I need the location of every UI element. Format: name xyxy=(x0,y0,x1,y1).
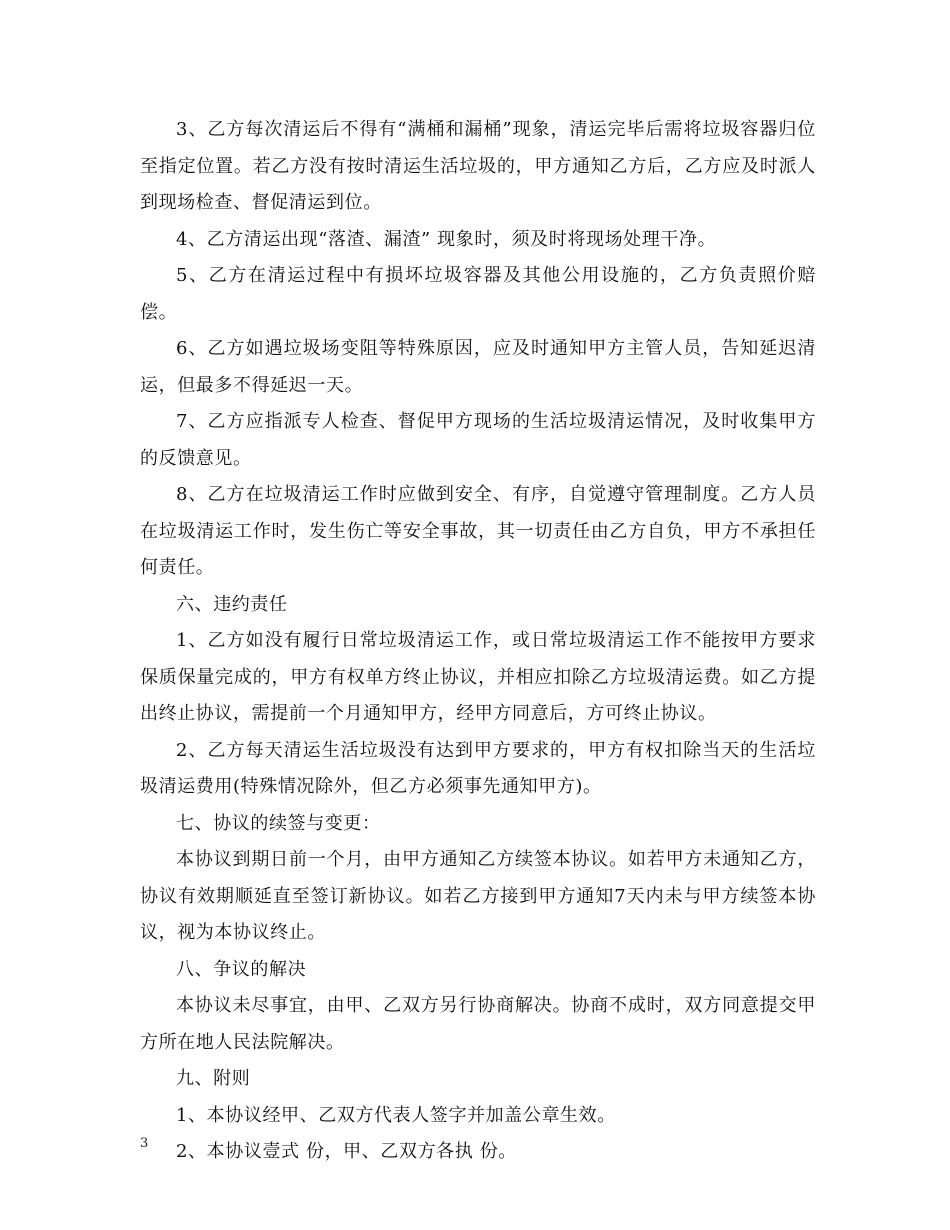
section-heading-renewal: 七、协议的续签与变更： xyxy=(176,812,381,834)
clause-6-2: 2、乙方每天清运生活垃圾没有达到甲方要求的，甲方有权扣除当天的生活垃圾清运费用(特殊情况除外，但乙方必须事先通知甲方)。 xyxy=(140,739,816,797)
page-number: 3 xyxy=(140,1136,149,1151)
document-body xyxy=(140,112,816,1171)
clause-9-2: 2、本协议壹式 份，甲、乙双方各执 份。 xyxy=(176,1141,517,1162)
clause-5-4: 4、乙方清运出现“落渣、漏渣” 现象时，须及时将现场处理干净。 xyxy=(176,228,717,250)
clause-5-7: 7、乙方应指派专人检查、督促甲方现场的生活垃圾清运情况，及时收集甲方的反馈意见。 xyxy=(140,411,816,469)
clause-5-3: 3、乙方每次清运后不得有“满桶和漏桶”现象，清运完毕后需将垃圾容器归位至指定位置。若乙方没有按时清运生活垃圾的，甲方通知乙方后，乙方应及时派人到现场检查、督促清运到位。 xyxy=(140,119,816,213)
clause-5-6: 6、乙方如遇垃圾场变阻等特殊原因，应及时通知甲方主管人员，告知延迟清运，但最多不得延迟一天。 xyxy=(140,338,816,396)
clause-6-1: 1、乙方如没有履行日常垃圾清运工作，或日常垃圾清运工作不能按甲方要求保质保量完成的，甲方有权单方终止协议，并相应扣除乙方垃圾清运费。如乙方提出终止协议，需提前一个月通知甲方，经甲方同意后，方可终止协议。 xyxy=(140,630,816,724)
section-heading-dispute: 八、争议的解决 xyxy=(176,958,307,980)
section-heading-supplementary: 九、附则 xyxy=(176,1068,251,1089)
section-heading-breach-liability: 六、违约责任 xyxy=(176,593,288,615)
clause-7-body: 本协议到期日前一个月，由甲方通知乙方续签本协议。如若甲方未通知乙方，协议有效期顺延直至签订新协议。如若乙方接到甲方通知7天内未与甲方续签本协议，视为本协议终止。 xyxy=(140,849,816,943)
clause-8-body: 本协议未尽事宜，由甲、乙双方另行协商解决。协商不成时，双方同意提交甲方所在地人民法院解决。 xyxy=(140,995,816,1053)
clause-5-5: 5、乙方在清运过程中有损坏垃圾容器及其他公用设施的，乙方负责照价赔偿。 xyxy=(140,265,816,323)
clause-9-1: 1、本协议经甲、乙双方代表人签字并加盖公章生效。 xyxy=(176,1104,616,1126)
clause-5-8: 8、乙方在垃圾清运工作时应做到安全、有序，自觉遵守管理制度。乙方人员在垃圾清运工作时，发生伤亡等安全事故，其一切责任由乙方自负，甲方不承担任何责任。 xyxy=(140,484,816,578)
